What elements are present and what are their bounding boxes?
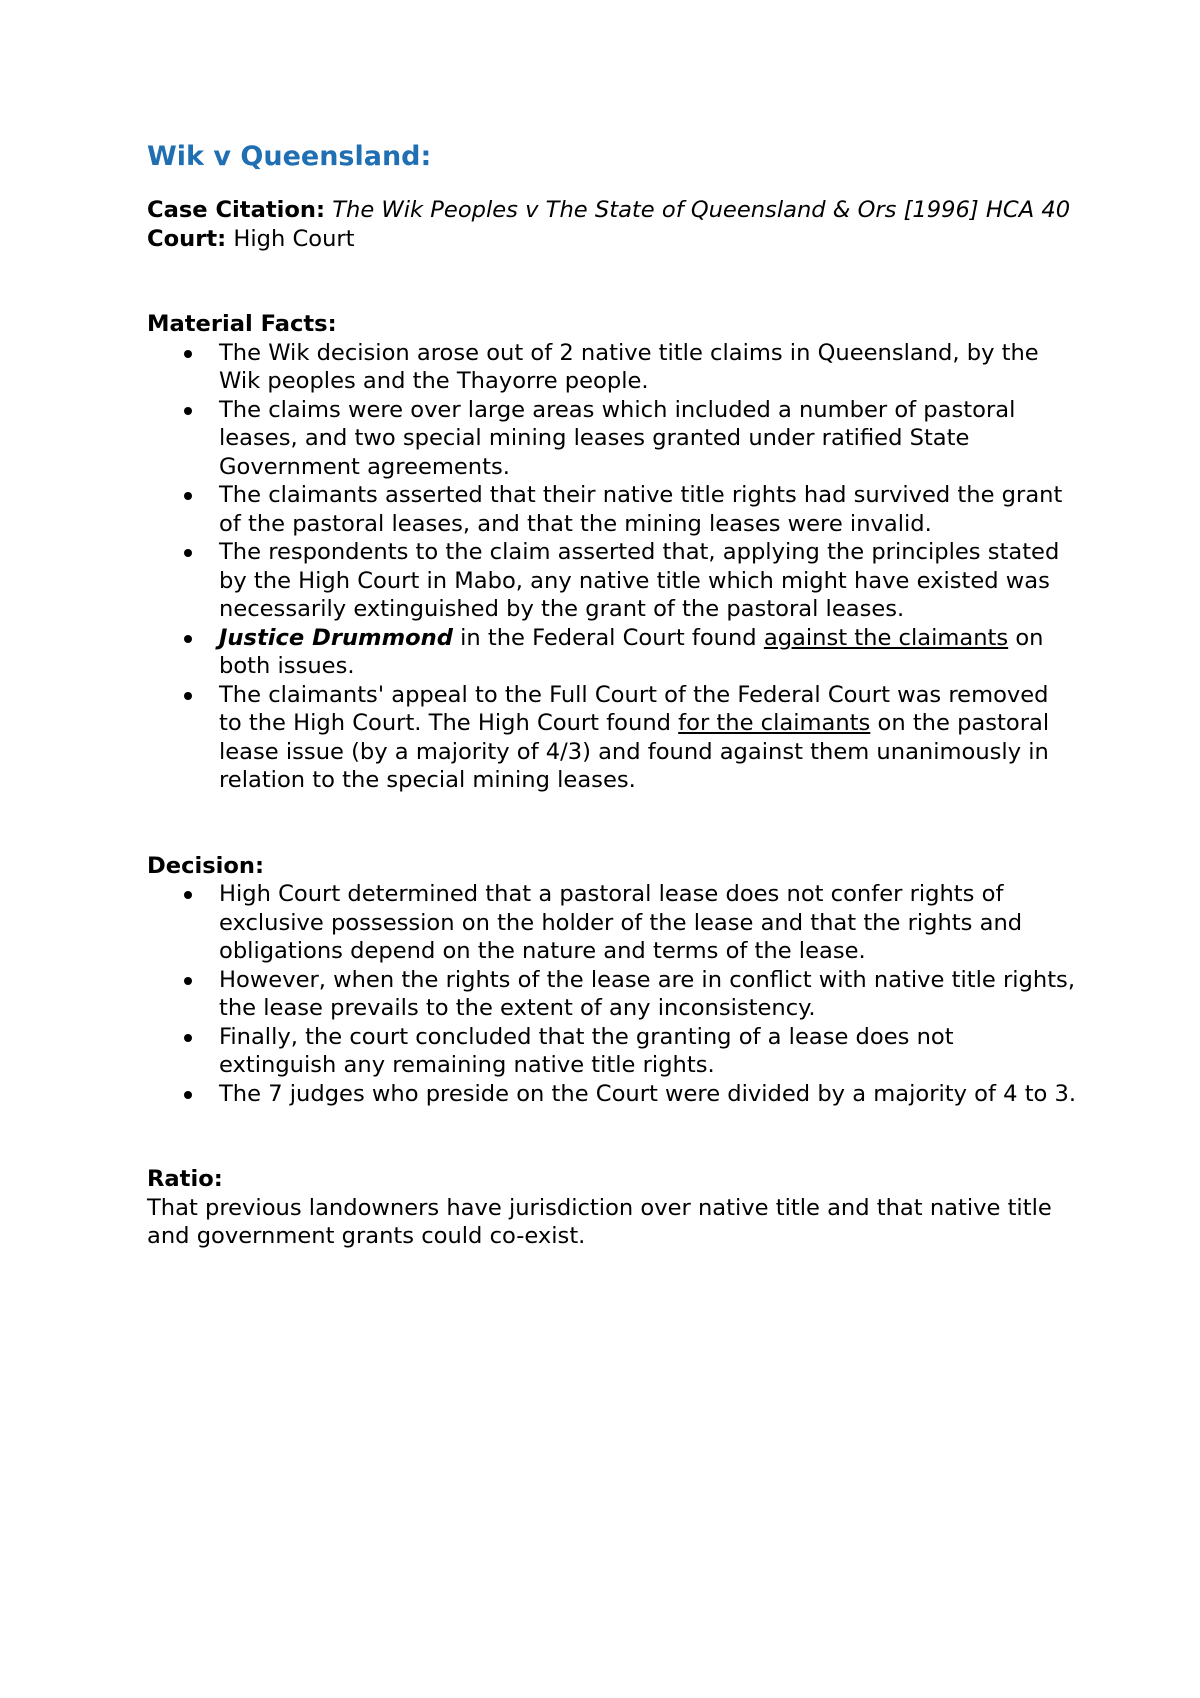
case-citation (147, 196, 1077, 225)
document-page (147, 140, 1077, 1251)
list-item: The Wik decision arose out of 2 native title claims in Queensland, by the Wik peoples and the Thayorre people. (147, 339, 1077, 396)
bullet-icon (184, 891, 192, 899)
bullet-icon (184, 350, 192, 358)
underlined-finding: for the claimants (678, 710, 871, 736)
case-citation-value: The Wik Peoples v The State of Queensland & Ors [1996] HCA 40 (332, 197, 1071, 223)
list-item: High Court determined that a pastoral lease does not confer rights of exclusive possession on the holder of the lease and that the rights and obligations depend on the nature and terms of the lease. (147, 880, 1077, 966)
material-facts-heading: Material Facts: (147, 311, 337, 337)
bullet-icon (184, 1034, 192, 1042)
list-item: Justice Drummond in the Federal Court found against the claimants on both issues. (147, 624, 1077, 681)
list-item: The respondents to the claim asserted that, applying the principles stated by the High Court in Mabo, any native title which might have existed was necessarily extinguished by the grant of the pastoral leases. (147, 538, 1077, 624)
list-item: The claimants asserted that their native title rights had survived the grant of the pastoral leases, and that the mining leases were invalid. (147, 481, 1077, 538)
bullet-icon (184, 635, 192, 643)
document-title: Wik v Queensland: (147, 141, 432, 172)
underlined-finding: against the claimants (763, 624, 1009, 651)
list-item: The 7 judges who preside on the Court were divided by a majority of 4 to 3. (147, 1080, 1077, 1109)
bullet-icon (184, 1091, 192, 1099)
bullet-icon (184, 492, 192, 500)
list-item: Finally, the court concluded that the granting of a lease does not extinguish any remaining native title rights. (147, 1023, 1077, 1080)
bullet-icon (184, 692, 192, 700)
court-label: Court: (147, 225, 227, 252)
case-citation-label: Case Citation: (147, 197, 326, 223)
decision-list (147, 880, 1077, 1108)
bullet-icon (184, 977, 192, 985)
court-value: High Court (233, 225, 355, 252)
list-item: However, when the rights of the lease are in conflict with native title rights, the lease prevails to the extent of any inconsistency. (147, 966, 1077, 1023)
bullet-icon (184, 407, 192, 415)
ratio-text: That previous landowners have jurisdiction over native title and that native title and government grants could co-exist. (147, 1194, 1052, 1249)
ratio-heading: Ratio: (147, 1166, 223, 1192)
list-item: The claimants' appeal to the Full Court of the Federal Court was removed to the High Court. The High Court found for the claimants on the pastoral lease issue (by a majority of 4/3) and found against them unanimously in relation to the special mining leases. (147, 681, 1077, 795)
judge-name: Justice Drummond (219, 624, 453, 651)
court (147, 225, 1077, 254)
decision-heading: Decision: (147, 852, 265, 879)
material-facts-list (147, 339, 1077, 795)
bullet-icon (184, 549, 192, 557)
list-item: The claims were over large areas which included a number of pastoral leases, and two special mining leases granted under ratified State Government agreements. (147, 396, 1077, 482)
